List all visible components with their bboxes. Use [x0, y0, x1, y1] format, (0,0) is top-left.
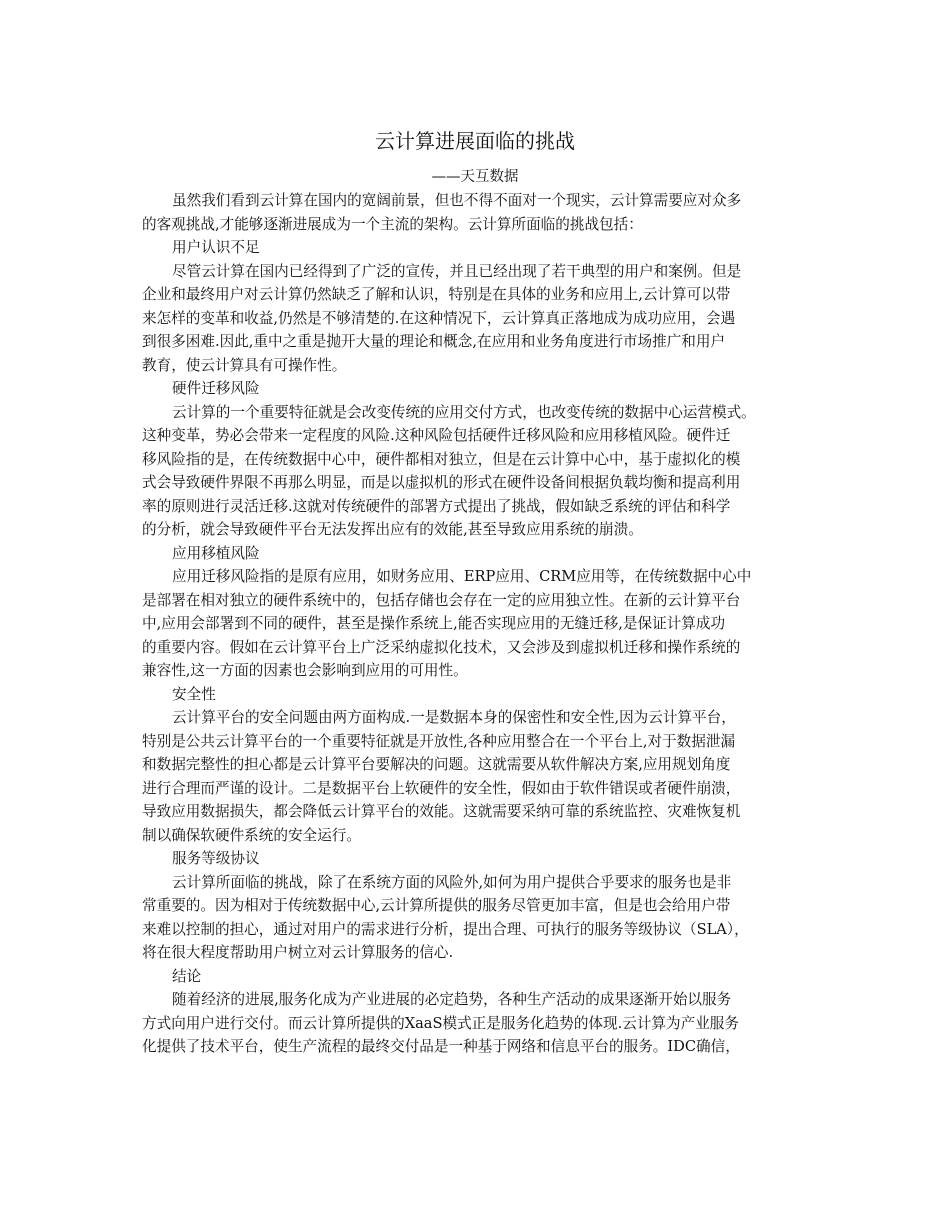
section-heading: 结论 — [172, 967, 202, 985]
text-line: 将在很大程度帮助用户树立对云计算服务的信心. — [142, 944, 454, 961]
section-heading: 服务等级协议 — [172, 850, 260, 867]
text-line: 的分析，就会导致硬件平台无法发挥出应有的效能,甚至导致应用系统的崩溃。 — [142, 521, 643, 538]
text-line: 云计算平台的安全问题由两方面构成.一是数据本身的保密性和安全性,因为云计算平台， — [172, 709, 736, 726]
text-line: 进行合理而严谨的设计。二是数据平台上软硬件的安全性，假如由于软件错误或者硬件崩溃， — [142, 779, 741, 797]
text-line: 方式向用户进行交付。而云计算所提供的XaaS模式正是服务化趋势的体现.云计算为产业服务 — [142, 1014, 739, 1032]
byline: ——天互数据 — [431, 169, 519, 185]
text-line: 制以确保软硬件系统的安全运行。 — [142, 826, 361, 844]
section-heading: 硬件迁移风险 — [172, 380, 260, 397]
text-line: 这种变革，势必会带来一定程度的风险.这种风险包括硬件迁移风险和应用移植风险。硬件迁 — [142, 427, 731, 444]
text-line: 应用迁移风险指的是原有应用，如财务应用、ERP应用、CRM应用等，在传统数据中心中 — [172, 568, 752, 585]
text-line: 导致应用数据损失，都会降低云计算平台的效能。这就需要采纳可靠的系统监控、灾难恢复机 — [142, 803, 741, 820]
section-sla — [142, 847, 822, 965]
section-security — [142, 683, 822, 848]
section-hardware-migration — [142, 377, 822, 542]
text-line: 常重要的。因为相对于传统数据中心,云计算所提供的服务尽管更加丰富，但是也会给用户带 — [142, 897, 731, 914]
section-heading: 安全性 — [172, 685, 216, 703]
text-line: 到很多困难.因此,重中之重是抛开大量的理论和概念,在应用和业务角度进行市场推广和用户 — [142, 333, 726, 350]
text-line: 来怎样的变革和收益,仍然是不够清楚的.在这种情况下，云计算真正落地成为成功应用，会遇 — [142, 309, 736, 327]
section-user-awareness — [142, 236, 822, 377]
text-line: 中,应用会部署到不同的硬件，甚至是操作系统上,能否实现应用的无缝迁移,是保证计算成功 — [142, 615, 726, 632]
text-line: 是部署在相对独立的硬件系统中的，包括存储也会存在一定的应用独立性。在新的云计算平台 — [142, 591, 741, 609]
text-line: 的客观挑战,才能够逐渐进展成为一个主流的架构。云计算所面临的挑战包括： — [142, 215, 643, 233]
text-line: 特别是公共云计算平台的一个重要特征就是开放性,各种应用整合在一个平台上,对于数据泄漏 — [142, 732, 736, 750]
text-line: 移风险指的是，在传统数据中心中，硬件都相对独立，但是在云计算中心中，基于虚拟化的模 — [142, 450, 741, 468]
intro-paragraph — [142, 189, 822, 236]
section-app-porting — [142, 542, 822, 683]
text-line: 兼容性,这一方面的因素也会影响到应用的可用性。 — [142, 662, 468, 679]
text-line: 来难以控制的担心，通过对用户的需求进行分析，提出合理、可执行的服务等级协议（SLA）， — [142, 920, 749, 938]
text-line: 云计算的一个重要特征就是会改变传统的应用交付方式，也改变传统的数据中心运营模式。 — [172, 403, 756, 421]
text-line: 教育，使云计算具有可操作性。 — [142, 356, 347, 374]
text-line: 率的原则进行灵活迁移.这就对传统硬件的部署方式提出了挑战，假如缺乏系统的评估和科学 — [142, 497, 731, 515]
section-heading: 应用移植风险 — [172, 544, 260, 562]
text-line: 的重要内容。假如在云计算平台上广泛采纳虚拟化技术，又会涉及到虚拟机迁移和操作系统的 — [142, 638, 741, 656]
text-line: 式会导致硬件界限不再那么明显，而是以虚拟机的形式在硬件设备间根据负载均衡和提高利用 — [142, 474, 741, 491]
text-line: 企业和最终用户对云计算仍然缺乏了解和认识，特别是在具体的业务和应用上,云计算可以带 — [142, 286, 731, 303]
text-line: 化提供了技术平台，使生产流程的最终交付品是一种基于网络和信息平台的服务。IDC确信， — [142, 1038, 740, 1055]
document-body — [142, 189, 822, 1059]
text-line: 虽然我们看到云计算在国内的宽阔前景，但也不得不面对一个现实，云计算需要应对众多 — [172, 192, 742, 209]
page-title: 云计算进展面临的挑战 — [375, 129, 575, 153]
text-line: 云计算所面临的挑战，除了在系统方面的风险外,如何为用户提供合乎要求的服务也是非 — [172, 873, 732, 891]
text-line: 和数据完整性的担心都是云计算平台要解决的问题。这就需要从软件解决方案,应用规划角度 — [142, 756, 731, 773]
text-line: 尽管云计算在国内已经得到了广泛的宣传，并且已经出现了若干典型的用户和案例。但是 — [172, 262, 742, 280]
section-conclusion — [142, 965, 822, 1059]
section-heading: 用户认识不足 — [172, 239, 260, 256]
text-line: 随着经济的进展,服务化成为产业进展的必定趋势，各种生产活动的成果逐渐开始以服务 — [172, 991, 732, 1008]
